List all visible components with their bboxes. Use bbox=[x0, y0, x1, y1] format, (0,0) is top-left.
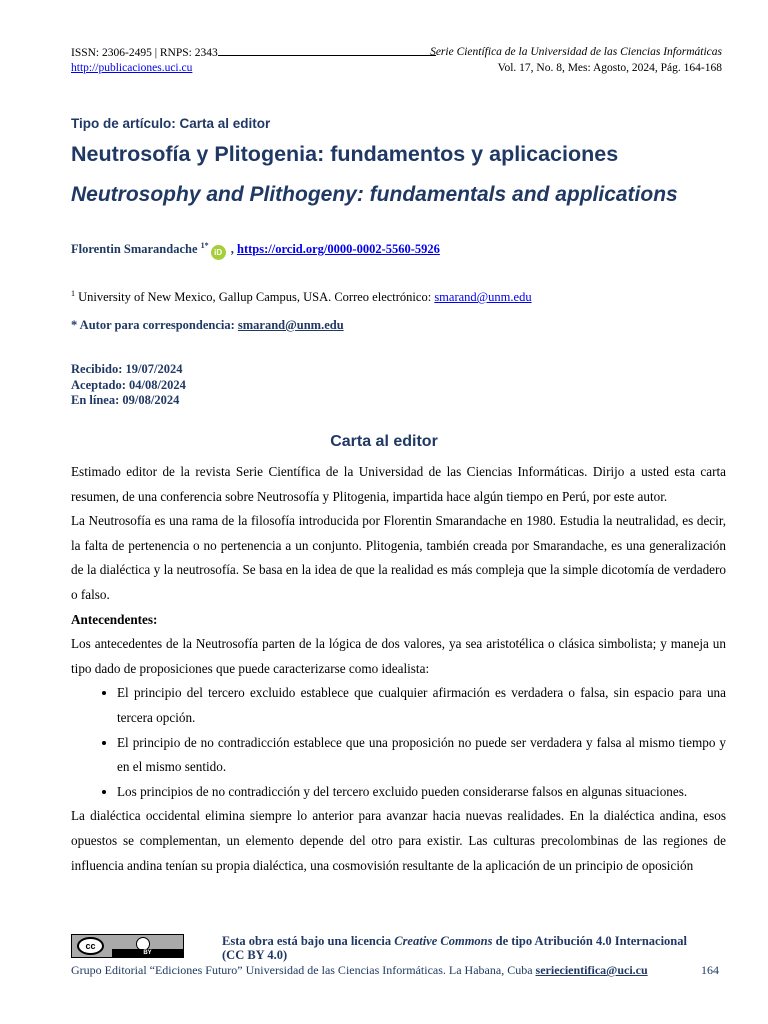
received-date: Recibido: 19/07/2024 bbox=[71, 362, 183, 376]
affiliation bbox=[71, 289, 532, 305]
affiliation-text: University of New Mexico, Gallup Campus, USA. Correo electrónico: bbox=[78, 290, 432, 305]
author-superscript: 1* bbox=[200, 241, 209, 250]
body-text bbox=[71, 460, 726, 878]
antecedentes-heading: Antecendentes: bbox=[71, 611, 158, 627]
license-post: de tipo Atribución 4.0 Internacional bbox=[495, 934, 687, 948]
author-name: Florentin Smarandache bbox=[71, 242, 198, 257]
orcid-separator: , bbox=[230, 242, 234, 257]
corresp-label: * Autor para correspondencia: bbox=[71, 318, 235, 332]
header-rule bbox=[218, 45, 436, 56]
title-spanish: Neutrosofía y Plitogenia: fundamentos y aplicaciones bbox=[71, 142, 619, 166]
publisher-line bbox=[71, 963, 648, 978]
online-date: En línea: 09/08/2024 bbox=[71, 393, 180, 407]
principles-list bbox=[71, 681, 726, 804]
journal-name: Serie Científica de la Universidad de las Ciencias Informáticas bbox=[430, 46, 722, 58]
publisher-email-link[interactable]: seriecientifica@uci.cu bbox=[535, 963, 648, 977]
list-item: • Los principios de no contradicción y del tercero excluido pueden considerarse falsos en algunas situaciones. bbox=[117, 780, 726, 805]
header-issn bbox=[71, 45, 436, 60]
paragraph-1: Estimado editor de la revista Serie Científica de la Universidad de las Ciencias Informáticas. Dirijo a usted esta carta resumen, de una conferencia sobre Neutrosofía y Plitogenia, impartida hace algún tiempo en Perú, por este autor. bbox=[71, 464, 726, 504]
list-item: • El principio de no contradicción establece que una proposición no puede ser verdadera y falsa al mismo tiempo y en el mismo sentido. bbox=[117, 731, 726, 780]
cc-logo-icon: cc bbox=[77, 937, 104, 955]
paragraph-4: La dialéctica occidental elimina siempre lo anterior para avanzar hacia nuevas realidades. En la dialéctica andina, esos opuestos se complementan, un elemento depende del otro para existir. Las culturas precolombinas de las regiones de influencia andina tenían su propia dialéctica, una cosmovisión resultante de la aplicación de un principio de oposición bbox=[71, 808, 726, 873]
cc-by-badge[interactable] bbox=[71, 934, 184, 958]
issn-text: ISSN: 2306-2495 | RNPS: 2343 bbox=[71, 47, 218, 59]
affiliation-email-link[interactable]: smarand@unm.edu bbox=[434, 290, 532, 305]
paragraph-2: La Neutrosofía es una rama de la filosofía introducida por Florentin Smarandache en 1980. Estudia la neutralidad, es decir, la falta de pertenencia o no pertenencia a un conjunto. Plitogenia, también creada por Smarandache, es una generalización de la dialéctica y la neutrosofía. Se basa en la idea de que la realidad es más compleja que la simple dicotomía de verdadero o falso. bbox=[71, 513, 726, 602]
cc-badge-left bbox=[72, 935, 112, 957]
journal-url-link[interactable]: http://publicaciones.uci.cu bbox=[71, 62, 193, 74]
orcid-icon[interactable]: iD bbox=[211, 245, 226, 260]
dates-block bbox=[71, 362, 186, 409]
title-english: Neutrosophy and Plithogeny: fundamentals and applications bbox=[71, 183, 678, 206]
volume-info: Vol. 17, No. 8, Mes: Agosto, 2024, Pág. 164-168 bbox=[497, 62, 722, 74]
accepted-date: Aceptado: 04/08/2024 bbox=[71, 377, 186, 392]
paragraph-3: Los antecedentes de la Neutrosofía parten de la lógica de dos valores, ya sea aristotélica o clásica simbolista; y maneja un tipo dado de proposiciones que puede caracterizarse como idealista: bbox=[71, 636, 726, 676]
author-line bbox=[71, 241, 440, 260]
corresponding-author bbox=[71, 318, 344, 333]
list-item: • El principio del tercero excluido establece que cualquier afirmación es verdadera o falsa, sin espacio para una tercera opción. bbox=[117, 681, 726, 730]
license-notice bbox=[222, 934, 687, 962]
article-type: Tipo de artículo: Carta al editor bbox=[71, 116, 271, 131]
license-line-2: (CC BY 4.0) bbox=[222, 948, 288, 962]
cc-badge-right bbox=[112, 935, 183, 957]
corresp-email-link[interactable]: smarand@unm.edu bbox=[237, 318, 344, 332]
affiliation-superscript: 1 bbox=[71, 289, 75, 298]
publisher-text: Grupo Editorial “Ediciones Futuro” Universidad de las Ciencias Informáticas. La Habana, Cuba bbox=[71, 963, 533, 977]
license-line-1 bbox=[222, 934, 687, 948]
orcid-link[interactable]: https://orcid.org/0000-0002-5560-5926 bbox=[237, 242, 440, 257]
cc-by-label: BY bbox=[112, 949, 183, 957]
license-cc: Creative Commons bbox=[394, 934, 493, 948]
section-title: Carta al editor bbox=[330, 433, 438, 450]
license-pre: Esta obra está bajo una licencia bbox=[222, 934, 392, 948]
page-number: 164 bbox=[701, 963, 719, 977]
